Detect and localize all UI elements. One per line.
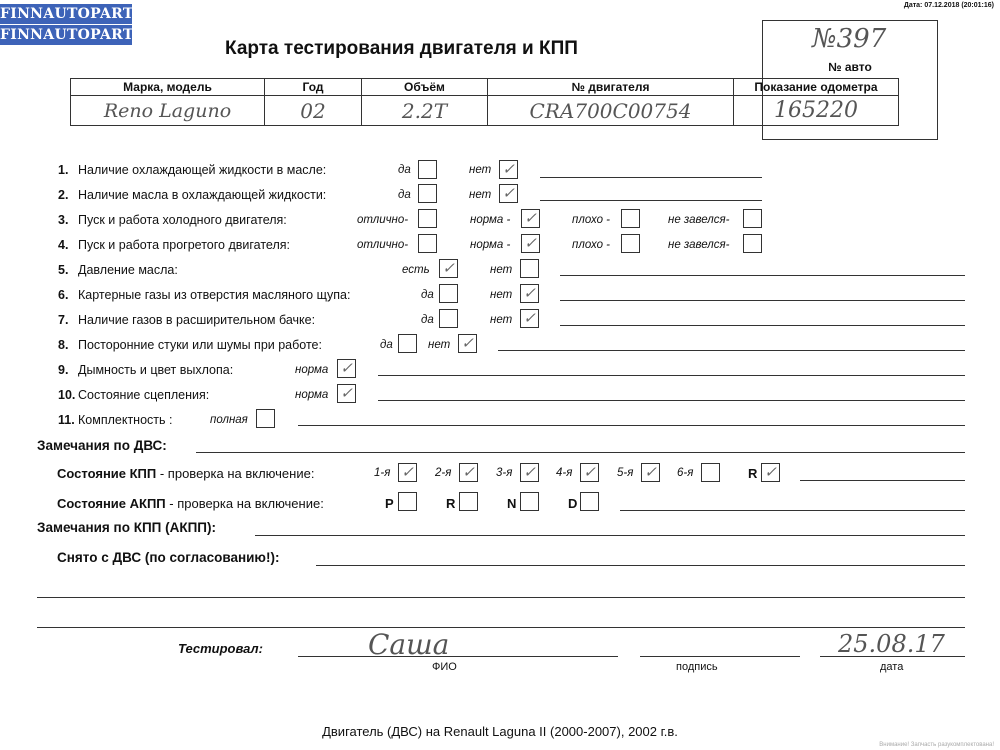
name-line xyxy=(298,656,618,657)
gear-label: 4-я xyxy=(556,467,573,479)
option-label: плохо - xyxy=(572,214,610,226)
akpp-label-rest: - проверка на включение: xyxy=(165,496,324,511)
gear-label: 5-я xyxy=(617,467,634,479)
checkbox[interactable] xyxy=(418,209,437,228)
checkbox-checked[interactable]: ✓ xyxy=(439,259,458,278)
fio-caption: ФИО xyxy=(432,661,457,673)
checkbox-checked[interactable]: ✓ xyxy=(499,184,518,203)
col-header-model: Марка, модель xyxy=(71,79,265,96)
row-number: 2. xyxy=(58,188,69,202)
vehicle-number-label: № авто xyxy=(828,60,872,74)
row-number: 4. xyxy=(58,238,69,252)
option-label: норма - xyxy=(470,239,511,251)
gear-checkbox-checked[interactable]: ✓ xyxy=(761,463,780,482)
value-model: Reno Laguno xyxy=(71,96,265,126)
notes-line xyxy=(298,425,965,426)
check-label: Наличие газов в расширительном бачке: xyxy=(78,313,316,327)
gear-checkbox-checked[interactable]: ✓ xyxy=(641,463,660,482)
check-label: Посторонние стуки или шумы при работе: xyxy=(78,338,322,352)
checkbox-checked[interactable]: ✓ xyxy=(520,309,539,328)
remarks-engine-label: Замечания по ДВС: xyxy=(37,438,167,453)
check-label: Пуск и работа холодного двигателя: xyxy=(78,213,287,227)
notes-line xyxy=(560,325,965,326)
gear-label: 6-я xyxy=(677,467,694,479)
footer-note: Внимание! Запчасть разукомплектована! xyxy=(879,742,994,748)
notes-line xyxy=(255,535,965,536)
gear-checkbox[interactable] xyxy=(520,492,539,511)
option-label: отлично- xyxy=(357,239,409,251)
signature-line xyxy=(640,656,800,657)
option-label: норма xyxy=(295,364,329,376)
signature-handwritten: Саша xyxy=(368,628,450,661)
checkbox-checked[interactable]: ✓ xyxy=(337,384,356,403)
checkbox-checked[interactable]: ✓ xyxy=(521,234,540,253)
option-label: да xyxy=(398,164,411,176)
gear-label: D xyxy=(568,496,578,511)
kpp-label-bold: Состояние КПП xyxy=(57,466,157,481)
value-year: 02 xyxy=(265,96,362,126)
check-label: Комплектность : xyxy=(78,413,173,427)
check-label: Наличие масла в охлаждающей жидкости: xyxy=(78,188,327,202)
row-number: 9. xyxy=(58,363,69,377)
checkbox[interactable] xyxy=(256,409,275,428)
checkbox[interactable] xyxy=(398,334,417,353)
col-header-volume: Объём xyxy=(362,79,488,96)
gear-checkbox[interactable] xyxy=(701,463,720,482)
notes-line xyxy=(498,350,965,351)
row-number: 7. xyxy=(58,313,69,327)
notes-line xyxy=(540,177,762,178)
check-label: Давление масла: xyxy=(78,263,178,277)
notes-line xyxy=(540,200,762,201)
checkbox[interactable] xyxy=(743,209,762,228)
gear-label: R xyxy=(748,466,758,481)
checkbox[interactable] xyxy=(418,184,437,203)
notes-line xyxy=(560,275,965,276)
value-volume: 2.2T xyxy=(362,96,488,126)
option-label: нет xyxy=(490,264,513,276)
col-header-engine-number: № двигателя xyxy=(488,79,734,96)
check-label: Наличие охлаждающей жидкости в масле: xyxy=(78,163,327,177)
option-label: есть xyxy=(402,264,430,276)
akpp-label-bold: Состояние АКПП xyxy=(57,496,166,511)
checkbox[interactable] xyxy=(743,234,762,253)
brand-logo: FINNAUTOPARTS xyxy=(0,6,144,22)
option-label: нет xyxy=(469,189,492,201)
brand-logo-secondary: FINNAUTOPARTS xyxy=(0,27,144,43)
gear-checkbox[interactable] xyxy=(459,492,478,511)
date-stamp: Дата: 07.12.2018 (20:01:16) xyxy=(903,2,994,9)
vehicle-info-table xyxy=(70,78,899,126)
gear-checkbox-checked[interactable]: ✓ xyxy=(520,463,539,482)
checkbox-checked[interactable]: ✓ xyxy=(337,359,356,378)
notes-line xyxy=(620,510,965,511)
removed-label: Снято с ДВС (по согласованию!): xyxy=(57,550,280,565)
checkbox-checked[interactable]: ✓ xyxy=(521,209,540,228)
row-number: 8. xyxy=(58,338,69,352)
gear-label: 1-я xyxy=(374,467,391,479)
vehicle-number: №397 xyxy=(812,24,887,54)
check-label: Пуск и работа прогретого двигателя: xyxy=(78,238,290,252)
checkbox[interactable] xyxy=(439,284,458,303)
option-label: плохо - xyxy=(572,239,610,251)
gear-label: N xyxy=(507,496,517,511)
checkbox[interactable] xyxy=(621,209,640,228)
checkbox[interactable] xyxy=(418,234,437,253)
gear-label: 3-я xyxy=(496,467,513,479)
row-number: 3. xyxy=(58,213,69,227)
option-label: нет xyxy=(428,339,451,351)
date-line xyxy=(820,656,965,657)
date-caption: дата xyxy=(880,661,904,673)
value-odometer: 165220 xyxy=(734,96,899,126)
footer-caption: Двигатель (ДВС) на Renault Laguna II (2000-2007), 2002 г.в. xyxy=(322,724,678,739)
akpp-label xyxy=(57,496,324,511)
option-label: не завелся- xyxy=(668,214,730,226)
gear-checkbox-checked[interactable]: ✓ xyxy=(580,463,599,482)
checkbox[interactable] xyxy=(520,259,539,278)
sign-caption: подпись xyxy=(676,661,718,673)
notes-line xyxy=(196,452,965,453)
gear-checkbox-checked[interactable]: ✓ xyxy=(398,463,417,482)
option-label: отлично- xyxy=(357,214,409,226)
col-header-year: Год xyxy=(265,79,362,96)
checkbox-checked[interactable]: ✓ xyxy=(458,334,477,353)
row-number: 11. xyxy=(58,413,75,427)
notes-line xyxy=(37,627,965,628)
option-label: нет xyxy=(469,164,492,176)
page-title: Карта тестирования двигателя и КПП xyxy=(225,38,578,59)
remarks-kpp-label: Замечания по КПП (АКПП): xyxy=(37,520,216,535)
option-label: да xyxy=(421,314,434,326)
checkbox[interactable] xyxy=(439,309,458,328)
option-label: нет xyxy=(490,314,513,326)
value-engine-number: CRA700C00754 xyxy=(488,96,734,126)
option-label: да xyxy=(380,339,393,351)
checkbox-checked[interactable]: ✓ xyxy=(499,160,518,179)
check-label: Дымность и цвет выхлопа: xyxy=(78,363,234,377)
gear-label: P xyxy=(385,496,394,511)
gear-label: 2-я xyxy=(435,467,452,479)
row-number: 1. xyxy=(58,163,69,177)
notes-line xyxy=(37,597,965,598)
gear-checkbox-checked[interactable]: ✓ xyxy=(459,463,478,482)
option-label: норма xyxy=(295,389,329,401)
option-label: нет xyxy=(490,289,513,301)
row-number: 10. xyxy=(58,388,76,402)
notes-line xyxy=(378,375,965,376)
option-label: не завелся- xyxy=(668,239,730,251)
notes-line xyxy=(800,480,965,481)
notes-line xyxy=(378,400,965,401)
row-number: 6. xyxy=(58,288,69,302)
option-label: да xyxy=(421,289,434,301)
gear-label: R xyxy=(446,496,456,511)
notes-line xyxy=(560,300,965,301)
check-label: Картерные газы из отверстия масляного щупа: xyxy=(78,288,351,302)
row-number: 5. xyxy=(58,263,69,277)
notes-line xyxy=(316,565,965,566)
gear-checkbox[interactable] xyxy=(580,492,599,511)
date-handwritten: 25.08.17 xyxy=(838,630,945,658)
checkbox[interactable] xyxy=(621,234,640,253)
checkbox[interactable] xyxy=(418,160,437,179)
kpp-label xyxy=(57,466,314,481)
option-label: да xyxy=(398,189,411,201)
tested-by-label: Тестировал: xyxy=(178,641,263,656)
kpp-label-rest: - проверка на включение: xyxy=(156,466,315,481)
check-label: Состояние сцепления: xyxy=(78,388,210,402)
option-label: полная xyxy=(210,414,248,426)
gear-checkbox[interactable] xyxy=(398,492,417,511)
col-header-odometer: Показание одометра xyxy=(734,79,899,96)
option-label: норма - xyxy=(470,214,511,226)
checkbox-checked[interactable]: ✓ xyxy=(520,284,539,303)
